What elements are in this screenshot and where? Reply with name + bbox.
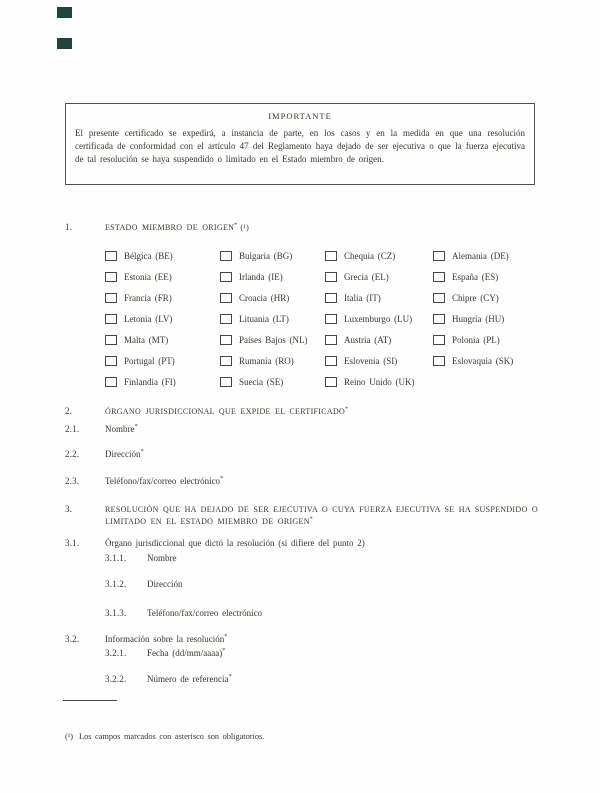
country-option — [325, 245, 433, 266]
country-checkbox[interactable] — [105, 356, 117, 366]
country-option — [433, 329, 545, 350]
country-checkbox[interactable] — [105, 272, 117, 282]
country-checkbox[interactable] — [220, 251, 232, 261]
footnote-marker: (¹) — [65, 732, 74, 741]
important-title: IMPORTANTE — [268, 111, 332, 121]
country-option — [220, 245, 325, 266]
country-checkbox[interactable] — [433, 293, 445, 303]
country-label: Chipre (CY) — [452, 292, 499, 303]
country-option — [433, 308, 545, 329]
country-label: Irlanda (IE) — [239, 271, 283, 282]
item-label: Dirección — [147, 579, 183, 589]
country-option — [220, 287, 325, 308]
country-checkbox[interactable] — [105, 251, 117, 261]
item-3-2-1 — [105, 648, 225, 658]
country-option — [325, 329, 433, 350]
country-option — [105, 308, 220, 329]
country-option — [220, 329, 325, 350]
country-label: Letonia (LV) — [124, 313, 173, 324]
country-option — [105, 245, 220, 266]
item-label: RESOLUCIÓN QUE HA DEJADO DE SER EJECUTIVA O CUYA FUERZA EJECUTIVA SE HA SUSPENDIDO O LIMITADO EN EL ESTADO MIEMBRO DE ORIGEN* — [105, 505, 538, 526]
asterisk-marker: * — [309, 515, 313, 522]
asterisk-marker: * — [224, 633, 228, 640]
asterisk-marker: * — [134, 423, 138, 430]
item-number: 3.2.1. — [105, 648, 127, 658]
country-option — [105, 371, 220, 392]
country-label: Estonia (EE) — [124, 271, 172, 282]
corner-mark-top — [57, 7, 72, 18]
country-label: Bulgaria (BG) — [239, 250, 293, 261]
section-2-heading — [65, 406, 348, 418]
item-label: Dirección* — [105, 448, 144, 459]
country-label: Rumanía (RO) — [239, 355, 294, 366]
country-label: Alemania (DE) — [452, 250, 509, 261]
country-checkbox[interactable] — [433, 314, 445, 324]
country-option — [325, 371, 433, 392]
country-checkbox[interactable] — [325, 356, 337, 366]
country-option — [325, 350, 433, 371]
asterisk-marker: * — [228, 673, 232, 680]
country-option — [325, 266, 433, 287]
item-label: Número de referencia* — [147, 673, 232, 684]
country-option — [105, 329, 220, 350]
country-option — [220, 266, 325, 287]
item-2-3 — [65, 476, 223, 486]
item-label: Teléfono/fax/correo electrónico — [147, 608, 263, 618]
asterisk-marker: * — [140, 448, 144, 455]
country-checkbox[interactable] — [220, 356, 232, 366]
country-checkbox[interactable] — [433, 335, 445, 345]
footnote-text: Los campos marcados con asterisco son obligatorios. — [79, 732, 265, 741]
country-checkbox[interactable] — [433, 356, 445, 366]
item-2-2 — [65, 449, 144, 459]
country-option — [105, 287, 220, 308]
asterisk-marker: * — [234, 222, 238, 229]
country-option — [433, 287, 545, 308]
country-label: Reino Unido (UK) — [344, 376, 415, 387]
country-checkbox[interactable] — [220, 272, 232, 282]
country-option — [325, 308, 433, 329]
country-checkbox[interactable] — [220, 377, 232, 387]
item-label: Nombre — [147, 553, 177, 563]
section-1-heading — [65, 222, 249, 234]
country-label: Malta (MT) — [124, 334, 169, 345]
country-label: Polonia (PL) — [452, 334, 500, 345]
country-label: Finlandia (FI) — [124, 376, 176, 387]
item-3-1-2 — [105, 579, 182, 589]
footnote — [65, 732, 264, 741]
country-checkbox[interactable] — [105, 293, 117, 303]
country-label: Luxemburgo (LU) — [344, 313, 413, 324]
country-option — [220, 350, 325, 371]
item-number: 3.1.1. — [105, 553, 127, 563]
country-checkbox[interactable] — [325, 272, 337, 282]
item-number: 2.1. — [65, 424, 80, 434]
item-label: ÓRGANO JURISDICCIONAL QUE EXPIDE EL CERTIFICADO* — [105, 406, 349, 416]
asterisk-marker: * — [345, 406, 349, 413]
country-label: Austria (AT) — [344, 334, 392, 345]
item-number: 3.1.2. — [105, 579, 127, 589]
item-label: Información sobre la resolución* — [105, 633, 228, 644]
item-number: 1. — [65, 222, 73, 232]
country-label: España (ES) — [452, 271, 499, 282]
item-label: Teléfono/fax/correo electrónico* — [105, 475, 224, 486]
country-checkbox[interactable] — [220, 335, 232, 345]
item-number: 2.2. — [65, 449, 80, 459]
country-checkbox[interactable] — [325, 293, 337, 303]
item-3-2 — [65, 634, 227, 644]
item-label: ESTADO MIEMBRO DE ORIGEN* (¹) — [105, 222, 250, 232]
item-number: 3.1. — [65, 538, 80, 548]
item-label: Nombre* — [105, 423, 138, 434]
item-3-1-3 — [105, 608, 262, 618]
country-option — [325, 287, 433, 308]
asterisk-marker: * — [220, 475, 224, 482]
country-label: Croacia (HR) — [239, 292, 290, 303]
corner-mark-bottom — [57, 38, 72, 49]
country-label: Italia (IT) — [344, 292, 381, 303]
country-checkbox[interactable] — [325, 314, 337, 324]
country-checkbox[interactable] — [220, 293, 232, 303]
country-label: Países Bajos (NL) — [239, 334, 308, 345]
item-2-1 — [65, 424, 138, 434]
item-number: 2.3. — [65, 476, 80, 486]
country-label: Eslovaquia (SK) — [452, 355, 514, 366]
item-number: 2. — [65, 406, 73, 416]
country-checkbox[interactable] — [325, 335, 337, 345]
country-label: Hungría (HU) — [452, 313, 505, 324]
item-number: 3.1.3. — [105, 608, 127, 618]
item-number: 3. — [65, 504, 73, 514]
country-label: Portugal (PT) — [124, 355, 175, 366]
item-number: 3.2.2. — [105, 674, 127, 684]
country-option — [105, 350, 220, 371]
item-label: Fecha (dd/mm/aaaa)* — [147, 647, 226, 658]
country-checkbox[interactable] — [433, 272, 445, 282]
country-grid — [105, 245, 545, 392]
country-checkbox[interactable] — [325, 251, 337, 261]
item-number: 3.2. — [65, 634, 80, 644]
country-option — [220, 371, 325, 392]
footnote-separator — [63, 700, 117, 701]
important-notice-box — [65, 103, 535, 185]
country-checkbox[interactable] — [325, 377, 337, 387]
country-checkbox[interactable] — [105, 377, 117, 387]
country-label: Francia (FR) — [124, 292, 172, 303]
country-checkbox[interactable] — [105, 314, 117, 324]
country-option — [433, 350, 545, 371]
important-body: El presente certificado se expedirá, a instancia de parte, en los casos y en la medida en que una resolución certificada de conformidad con el artículo 47 del Reglamento haya dejado de ser ejecutiva o que la fuerza ejecutiva de tal resolución se haya suspendido o limitado en el Estado miembro de origen. — [75, 128, 525, 165]
country-label: Suecia (SE) — [239, 376, 284, 387]
country-checkbox[interactable] — [220, 314, 232, 324]
country-label: Eslovenia (SI) — [344, 355, 398, 366]
country-label: Bélgica (BE) — [124, 250, 173, 261]
country-checkbox[interactable] — [105, 335, 117, 345]
footnote-reference: (¹) — [240, 223, 250, 232]
item-3-2-2 — [105, 674, 232, 684]
item-label: Órgano jurisdiccional que dictó la resolución (si difiere del punto 2) — [105, 538, 365, 548]
section-3-heading — [65, 504, 541, 527]
country-label: Lituania (LT) — [239, 313, 289, 324]
item-3-1 — [65, 538, 365, 548]
country-label: Grecia (EL) — [344, 271, 389, 282]
country-checkbox[interactable] — [433, 251, 445, 261]
country-option — [433, 266, 545, 287]
item-3-1-1 — [105, 553, 177, 563]
country-label: Chequia (CZ) — [344, 250, 396, 261]
country-option — [220, 308, 325, 329]
country-option — [105, 266, 220, 287]
asterisk-marker: * — [222, 647, 226, 654]
country-option — [433, 245, 545, 266]
